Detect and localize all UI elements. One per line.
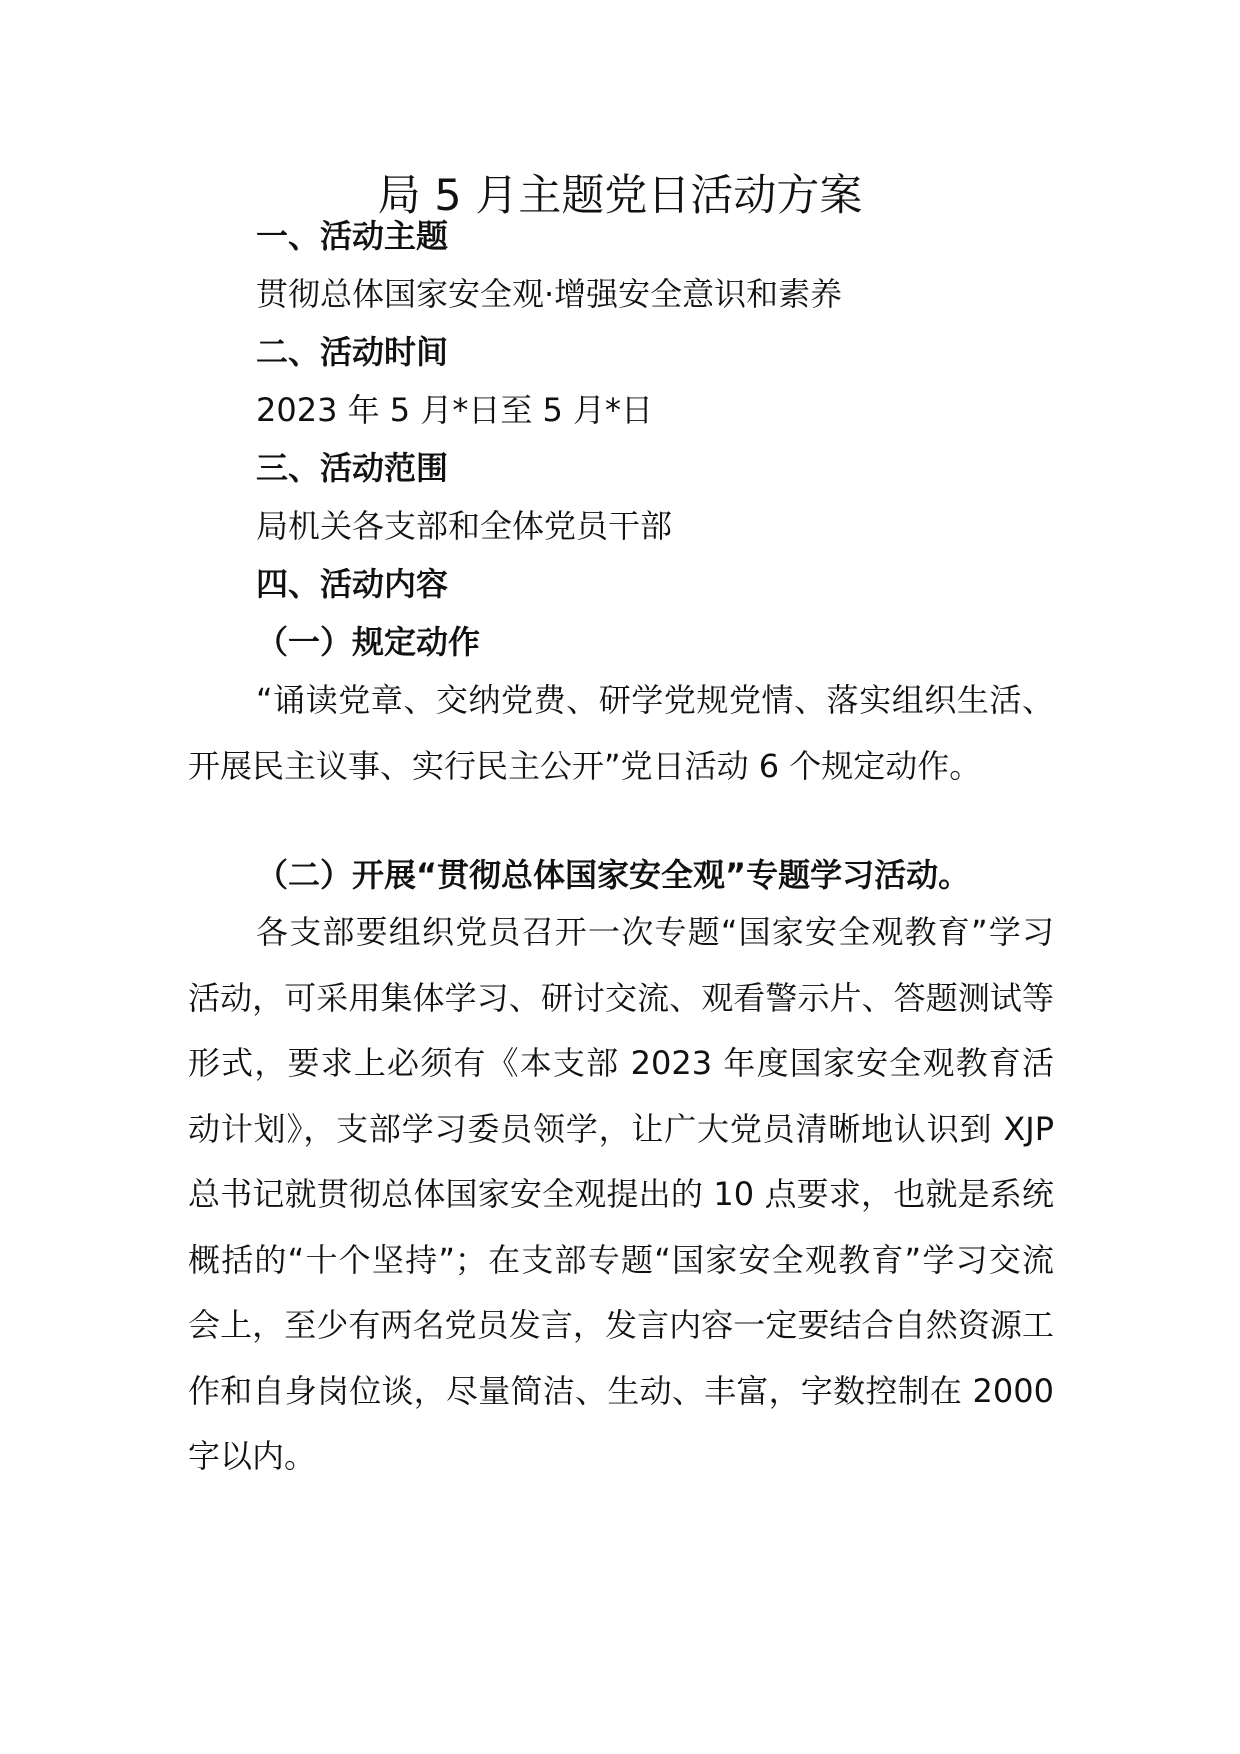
section-heading-theme: 一、活动主题 [256,217,449,255]
subsection-heading-study-activity: （二）开展“贯彻总体国家安全观”专题学习活动。 [256,856,971,894]
subsection-text-study-activity: 各支部要组织党员召开一次专题“国家安全观教育”学习活动，可采用集体学习、研讨交流、观看警示片、答题测试等形式，要求上必须有《本支部 2023 年度国家安全观教育活动计划》，支部学习委员领学，让广大党员清晰地认识到 XJP 总书记就贯彻总体国家安全观提出的 10 点要求，也就是系统概括的“十个坚持”；在支部专题“国家安全观教育”学习交流会上，至少有两名党员发言，发言内容一定要结合自然资源工作和自身岗位谈，尽量简洁、生动、丰富，字数控制在 2000 字以内。 [188,913,1054,1475]
section-text-scope: 局机关各支部和全体党员干部 [256,507,673,545]
subsection-heading-required-actions: （一）规定动作 [256,623,481,661]
section-heading-content: 四、活动内容 [256,565,449,603]
subsection-text-required-actions: “诵读党章、交纳党费、研学党规党情、落实组织生活、开展民主议事、实行民主公开”党日活动 6 个规定动作。 [188,681,1054,785]
section-heading-time: 二、活动时间 [256,333,449,371]
section-text-theme: 贯彻总体国家安全观·增强安全意识和素养 [256,275,843,313]
document-title: 局 5 月主题党日活动方案 [377,171,863,221]
section-heading-scope: 三、活动范围 [256,449,449,487]
section-text-time: 2023 年 5 月*日至 5 月*日 [256,391,654,429]
